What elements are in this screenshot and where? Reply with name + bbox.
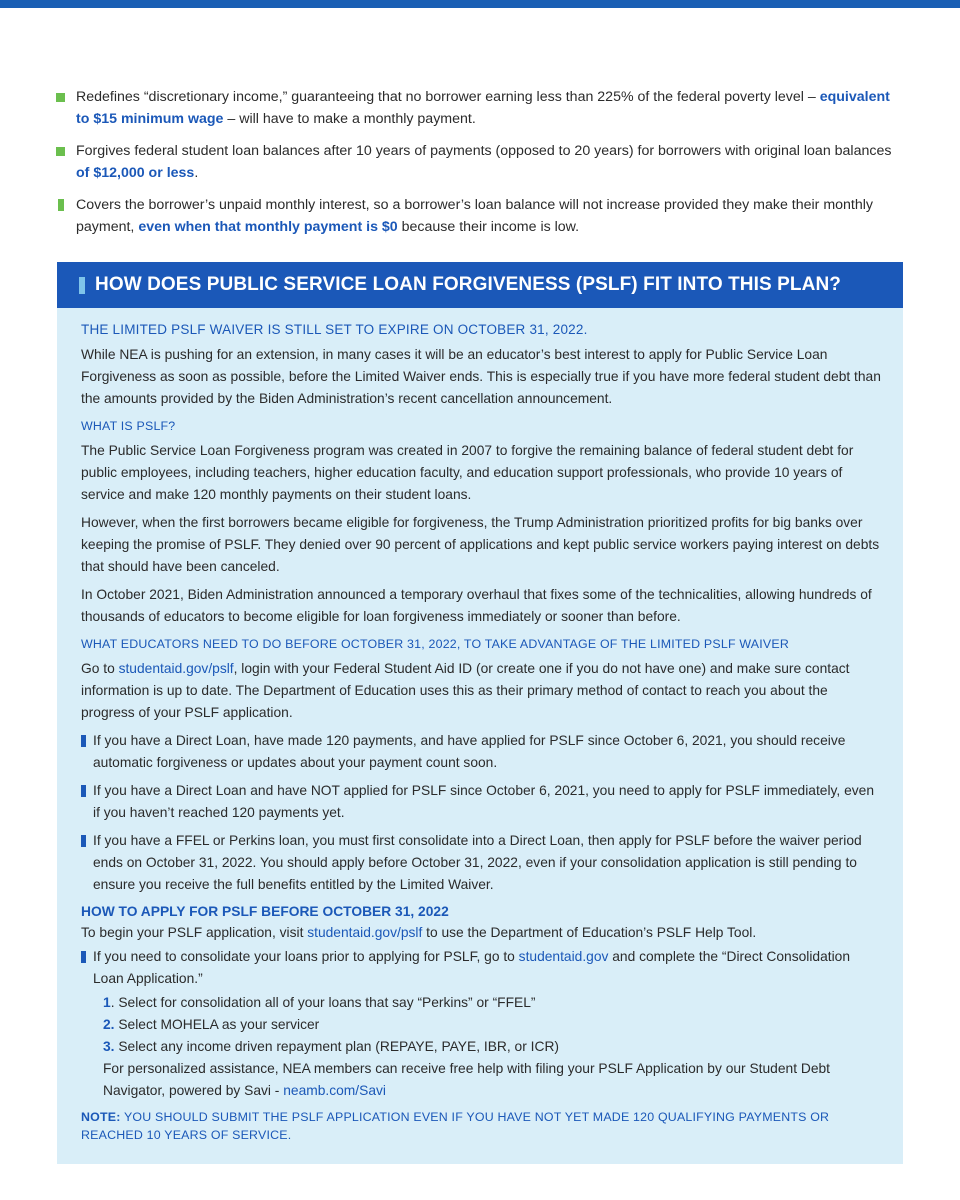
step-item	[103, 1036, 881, 1058]
bullet-text: Forgives federal student loan balances after 10 years of payments (opposed to 20 years) for borrowers with original loan balances	[76, 143, 892, 159]
what-paragraph-2: However, when the first borrowers became eligible for forgiveness, the Trump Administration prioritized profits for big banks over keeping the promise of PSLF. They denied over 90 percent of applications and kept public service workers paying interest on debts that should have been canceled.	[81, 515, 880, 574]
consolidate-text: If you need to consolidate your loans prior to applying for PSLF, go to	[93, 949, 519, 964]
step-number: 1	[103, 995, 111, 1010]
bullet-highlight: even when that monthly payment is $0	[138, 219, 398, 235]
top-accent-bar	[0, 0, 960, 8]
bullet-highlight: equivalent to $15 minimum wage	[76, 89, 890, 127]
bullet-highlight: of $12,000 or less	[76, 165, 195, 181]
todo-item	[81, 730, 881, 774]
waiver-text: While NEA is pushing for an extension, in many cases it will be an educator’s best interest to apply for Public Service Loan Forgiveness as soon as possible, before the Limited Waiver ends. This is especially true if you have more federal student debt than the amounts provided by the Biden Administration’s recent cancellation announcement.	[81, 347, 881, 406]
blue-bar-bullet-icon	[81, 951, 86, 963]
square-bullet-icon	[56, 93, 65, 102]
blue-bar-bullet-icon	[81, 835, 86, 847]
step-item	[103, 1014, 881, 1036]
apply-intro-text: to use the Department of Education’s PSLF Help Tool.	[422, 925, 757, 940]
bullet-text: .	[194, 165, 199, 181]
todo-item	[81, 780, 881, 824]
pslf-panel	[57, 262, 903, 1164]
neamb-savi-link[interactable]: neamb.com/Savi	[283, 1083, 386, 1098]
bullet-text: Redefines “discretionary income,” guaranteeing that no borrower earning less than 225% of the federal poverty level –	[76, 89, 820, 105]
what-is-pslf-heading: WHAT IS PSLF?	[81, 419, 176, 433]
plan-bullets	[56, 86, 906, 248]
todo-item-text: If you have a FFEL or Perkins loan, you must first consolidate into a Direct Loan, then apply for PSLF before the waiver period ends on October 31, 2022. You should apply before October 31, 2022, even if your consolidation application is still pending to ensure you receive the full benefits entitled by the Limited Waiver.	[93, 833, 862, 892]
todo-heading: WHAT EDUCATORS NEED TO DO BEFORE OCTOBER 31, 2022, TO TAKE ADVANTAGE OF THE LIMITED PSLF WAIVER	[81, 637, 789, 651]
bullet-forgives-balances	[56, 140, 906, 184]
what-paragraph-3: In October 2021, Biden Administration announced a temporary overhaul that fixes some of the technicalities, allowing hundreds of thousands of educators to become eligible for loan forgiveness immediately or sooner than before.	[81, 587, 872, 624]
note-text: YOU SHOULD SUBMIT THE PSLF APPLICATION EVEN IF YOU HAVE NOT YET MADE 120 QUALIFYING PAYMENTS OR REACHED 10 YEARS OF SERVICE.	[81, 1110, 830, 1142]
bullet-discretionary-income	[56, 86, 906, 130]
step-text: Select any income driven repayment plan (REPAYE, PAYE, IBR, or ICR)	[114, 1039, 559, 1054]
waiver-heading: THE LIMITED PSLF WAIVER IS STILL SET TO EXPIRE ON OCTOBER 31, 2022.	[81, 322, 588, 337]
todo-item-text: If you have a Direct Loan, have made 120 payments, and have applied for PSLF since October 6, 2021, you should receive automatic forgiveness or updates about your payment count soon.	[93, 733, 846, 770]
note-label: NOTE:	[81, 1110, 121, 1124]
step-text: Select MOHELA as your servicer	[114, 1017, 320, 1032]
square-bullet-icon	[58, 199, 64, 211]
bullet-text: because their income is low.	[397, 219, 580, 235]
studentaid-pslf-link[interactable]: studentaid.gov/pslf	[118, 661, 234, 676]
apply-intro-text: To begin your PSLF application, visit	[81, 925, 308, 940]
square-bullet-icon	[56, 147, 65, 156]
assistance-text	[103, 1058, 881, 1102]
header-bar-icon	[79, 277, 85, 294]
panel-body	[57, 308, 903, 1144]
todo-intro-text: , login with your Federal Student Aid ID (or create one if you do not have one) and make sure contact information is up to date. The Department of Education uses this as their primary method of contact to reach you about the progress of your PSLF application.	[81, 661, 850, 720]
todo-intro-text: Go to	[81, 661, 119, 676]
bullet-unpaid-interest	[56, 194, 906, 238]
todo-intro	[81, 658, 881, 724]
panel-title: HOW DOES PUBLIC SERVICE LOAN FORGIVENESS (PSLF) FIT INTO THIS PLAN?	[95, 274, 841, 295]
what-paragraph-1: The Public Service Loan Forgiveness program was created in 2007 to forgive the remaining balance of federal student debt for public employees, including teachers, higher education faculty, and education support professionals, who provide 10 years of service and make 120 monthly payments on their student loans.	[81, 443, 854, 502]
step-number: 3.	[103, 1039, 115, 1054]
apply-intro	[81, 922, 881, 944]
bullet-text: Covers the borrower’s unpaid monthly interest, so a borrower’s loan balance will not increase provided they make their monthly payment,	[76, 197, 874, 235]
step-number: 2.	[103, 1017, 115, 1032]
todo-item-text: If you have a Direct Loan and have NOT applied for PSLF since October 6, 2021, you need to apply for PSLF immediately, even if you haven’t reached 120 payments yet.	[93, 783, 874, 820]
studentaid-link[interactable]: studentaid.gov	[518, 949, 609, 964]
blue-bar-bullet-icon	[81, 785, 86, 797]
panel-header	[57, 262, 903, 308]
step-item	[103, 992, 881, 1014]
blue-bar-bullet-icon	[81, 735, 86, 747]
consolidate-item	[81, 946, 881, 990]
bullet-text: – will have to make a monthly payment.	[223, 111, 476, 127]
todo-item	[81, 830, 881, 896]
consolidate-text: and complete the “Direct Consolidation Loan Application.”	[93, 949, 850, 986]
assistance-body: For personalized assistance, NEA members can receive free help with filing your PSLF Application by our Student Debt Navigator, powered by Savi -	[103, 1061, 831, 1098]
apply-heading: HOW TO APPLY FOR PSLF BEFORE OCTOBER 31, 2022	[81, 904, 449, 919]
note-callout	[81, 1108, 881, 1144]
studentaid-pslf-help-link[interactable]: studentaid.gov/pslf	[307, 925, 423, 940]
step-text: . Select for consolidation all of your loans that say “Perkins” or “FFEL”	[110, 995, 536, 1010]
